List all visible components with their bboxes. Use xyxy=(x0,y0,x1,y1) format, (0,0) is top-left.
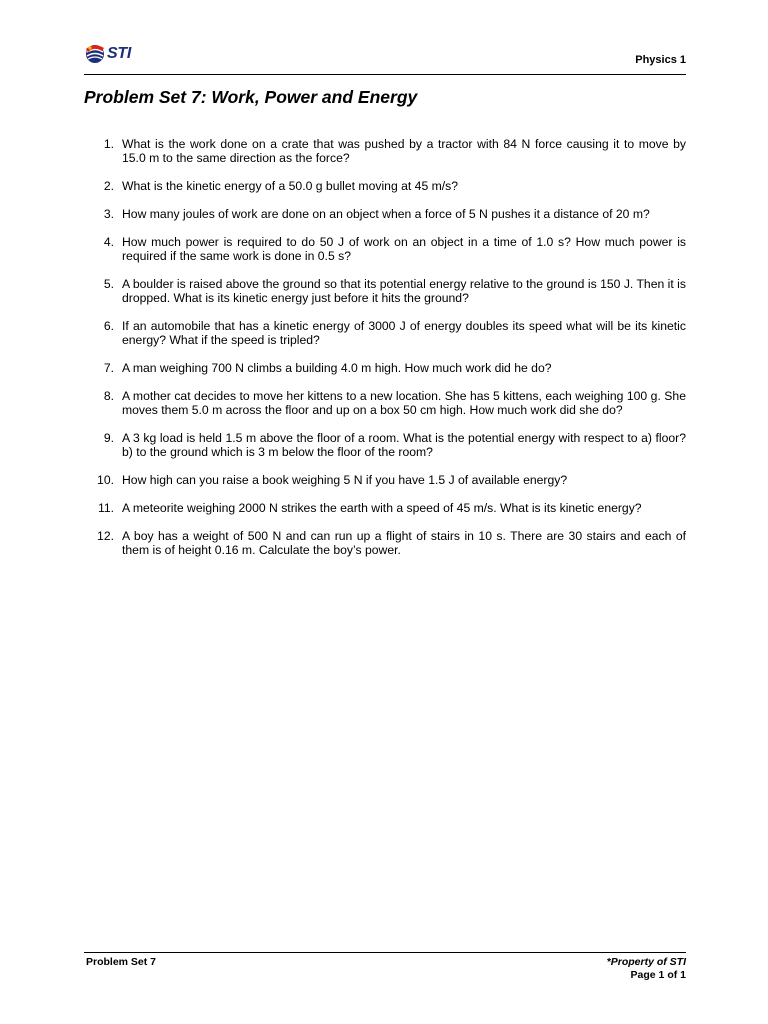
problem-text: If an automobile that has a kinetic energy of 3000 J of energy doubles its speed what will be its kinetic energy? What if the speed is tripled? xyxy=(122,319,686,347)
problem-item xyxy=(84,179,686,193)
course-name: Physics 1 xyxy=(635,54,686,66)
problem-text: A boy has a weight of 500 N and can run up a flight of stairs in 10 s. There are 30 stairs and each of them is of height 0.16 m. Calculate the boy’s power. xyxy=(122,529,686,557)
problem-number: 9. xyxy=(103,431,114,445)
problem-item xyxy=(84,389,686,417)
problem-number: 8. xyxy=(103,389,114,403)
problem-item xyxy=(84,235,686,263)
problem-number: 12. xyxy=(97,529,114,543)
problem-item xyxy=(84,473,686,487)
problem-number: 2. xyxy=(103,179,114,193)
problem-number: 6. xyxy=(103,319,114,333)
footer-doc-name: Problem Set 7 xyxy=(86,956,157,968)
problem-text: A meteorite weighing 2000 N strikes the earth with a speed of 45 m/s. What is its kinetic energy? xyxy=(122,501,642,515)
page-title: Problem Set 7: Work, Power and Energy xyxy=(84,87,418,107)
page-number: Page 1 of 1 xyxy=(630,969,686,981)
problem-text: What is the work done on a crate that was pushed by a tractor with 84 N force causing it to move by 15.0 m to the same direction as the force? xyxy=(122,137,686,165)
problem-number: 1. xyxy=(103,137,114,151)
problem-number: 11. xyxy=(97,501,114,515)
footer-right xyxy=(607,956,686,982)
problem-item xyxy=(84,529,686,557)
logo-text: STI xyxy=(107,45,131,62)
problem-text: What is the kinetic energy of a 50.0 g bullet moving at 45 m/s? xyxy=(122,179,459,193)
problem-list xyxy=(84,137,686,571)
problem-number: 5. xyxy=(103,277,114,291)
problem-item xyxy=(84,361,686,375)
page-footer xyxy=(84,952,686,983)
problem-number: 7. xyxy=(103,361,114,375)
property-notice: *Property of STI xyxy=(606,956,686,968)
problem-item xyxy=(84,277,686,305)
problem-text: A mother cat decides to move her kittens to a new location. She has 5 kittens, each weighing 100 g. She moves them 5.0 m across the floor and up on a box 50 cm high. How much work did she do? xyxy=(122,389,686,417)
problem-text: A man weighing 700 N climbs a building 4.0 m high. How much work did he do? xyxy=(122,361,552,375)
problem-item xyxy=(84,501,686,515)
problem-item xyxy=(84,319,686,347)
problem-item xyxy=(84,207,686,221)
problem-item xyxy=(84,431,686,459)
problem-text: How high can you raise a book weighing 5 N if you have 1.5 J of available energy? xyxy=(122,473,568,487)
problem-item xyxy=(84,137,686,165)
problem-number: 3. xyxy=(103,207,114,221)
problem-text: A 3 kg load is held 1.5 m above the floor of a room. What is the potential energy with respect to a) floor? b) to the ground which is 3 m below the floor of the room? xyxy=(122,431,686,459)
problem-text: A boulder is raised above the ground so that its potential energy relative to the ground is 150 J. Then it is dropped. What is its kinetic energy just before it hits the ground? xyxy=(122,277,686,305)
problem-text: How many joules of work are done on an object when a force of 5 N pushes it a distance of 20 m? xyxy=(122,207,650,221)
page-header xyxy=(84,42,686,75)
problem-number: 10. xyxy=(97,473,114,487)
globe-icon xyxy=(84,43,106,65)
problem-number: 4. xyxy=(103,235,114,249)
sti-logo xyxy=(84,42,131,66)
problem-text: How much power is required to do 50 J of work on an object in a time of 1.0 s? How much power is required if the same work is done in 0.5 s? xyxy=(122,235,686,263)
